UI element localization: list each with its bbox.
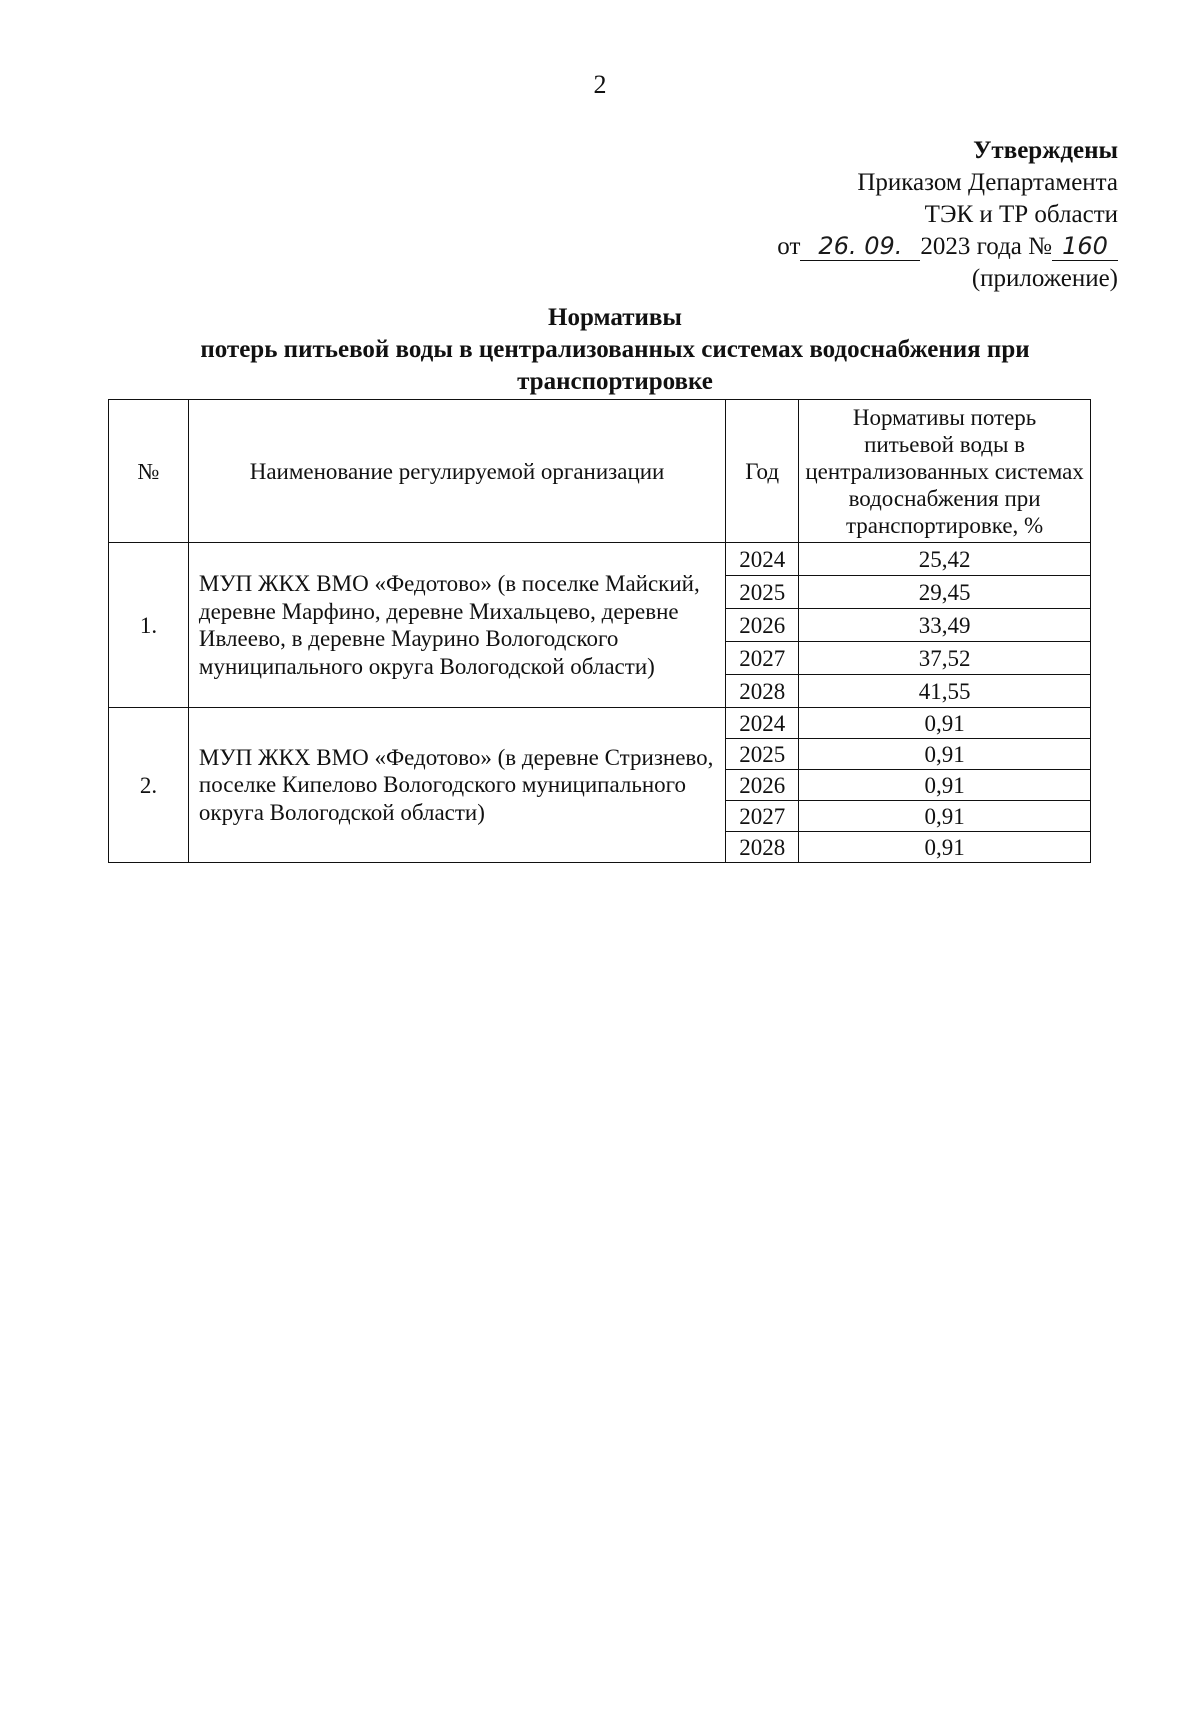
handwritten-number: 160 xyxy=(1052,232,1118,261)
appendix-label: (приложение) xyxy=(971,265,1118,292)
year-cell: 2026 xyxy=(726,609,799,642)
value-cell: 33,49 xyxy=(799,609,1091,642)
approval-line-2: ТЭК и ТР области xyxy=(924,201,1118,228)
year-cell: 2024 xyxy=(726,708,799,739)
page-number: 2 xyxy=(593,70,607,99)
organization-name: МУП ЖКХ ВМО «Федотово» (в поселке Майский, деревне Марфино, деревне Михальцево, деревне Ивлеево, в деревне Маурино Вологодского муниципального округа Вологодской области) xyxy=(188,543,725,708)
year-cell: 2027 xyxy=(726,642,799,675)
header-num: № xyxy=(109,400,189,543)
value-cell: 0,91 xyxy=(799,770,1091,801)
header-value: Нормативы потерь питьевой воды в централизованных системах водоснабжения при транспортировке, % xyxy=(799,400,1091,543)
value-cell: 0,91 xyxy=(799,739,1091,770)
table-row xyxy=(109,708,1091,739)
handwritten-date: 26. 09. xyxy=(800,232,920,261)
approval-date-line xyxy=(777,231,1118,263)
year-cell: 2028 xyxy=(726,675,799,708)
norms-table xyxy=(108,399,1091,863)
row-number: 2. xyxy=(109,708,189,863)
date-suffix: 2023 года № xyxy=(920,233,1052,260)
title-line-1: Нормативы xyxy=(548,304,682,331)
value-cell: 0,91 xyxy=(799,832,1091,863)
approval-line-1: Приказом Департамента xyxy=(857,169,1118,196)
document-title xyxy=(110,302,1120,398)
value-cell: 29,45 xyxy=(799,576,1091,609)
header-org: Наименование регулируемой организации xyxy=(188,400,725,543)
value-cell: 25,42 xyxy=(799,543,1091,576)
table-row xyxy=(109,543,1091,576)
header-year: Год xyxy=(726,400,799,543)
value-cell: 0,91 xyxy=(799,708,1091,739)
year-cell: 2027 xyxy=(726,801,799,832)
year-cell: 2025 xyxy=(726,739,799,770)
year-cell: 2026 xyxy=(726,770,799,801)
approval-block xyxy=(777,135,1118,295)
approved-heading: Утверждены xyxy=(973,137,1118,164)
date-prefix: от xyxy=(777,233,801,260)
value-cell: 37,52 xyxy=(799,642,1091,675)
organization-name: МУП ЖКХ ВМО «Федотово» (в деревне Стризнево, поселке Кипелово Вологодского муниципального округа Вологодской области) xyxy=(188,708,725,863)
value-cell: 0,91 xyxy=(799,801,1091,832)
year-cell: 2028 xyxy=(726,832,799,863)
value-cell: 41,55 xyxy=(799,675,1091,708)
table-header-row xyxy=(109,400,1091,543)
row-number: 1. xyxy=(109,543,189,708)
year-cell: 2025 xyxy=(726,576,799,609)
year-cell: 2024 xyxy=(726,543,799,576)
title-line-2: потерь питьевой воды в централизованных системах водоснабжения при транспортировке xyxy=(200,336,1030,395)
